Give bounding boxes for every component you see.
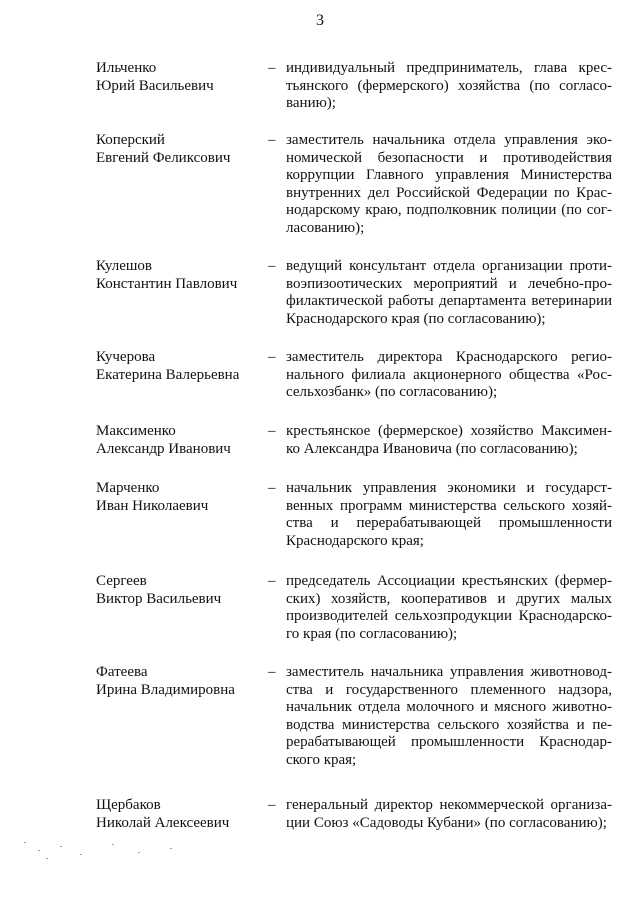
member-given-names: Николай Алексеевич (96, 814, 230, 831)
separator-dash: – (268, 258, 276, 274)
position-line: индивидуальный предприниматель, глава крес- (286, 60, 612, 76)
position-line: Краснодарского края (по согласованию); (286, 310, 546, 327)
separator-dash: – (268, 797, 276, 813)
member-surname: Марченко (96, 480, 160, 496)
position-line: ских) хозяйств, кооперативов и других малых (286, 590, 612, 607)
position-line: го края (по согласованию); (286, 625, 458, 642)
position-line: венных программ министерства сельского хозяй- (286, 497, 612, 514)
member-name (96, 258, 266, 293)
separator-dash: – (268, 423, 276, 439)
member-surname: Щербаков (96, 797, 161, 813)
position-line: водства министерства сельского хозяйства и пе- (286, 716, 612, 733)
member-name (96, 132, 266, 167)
position-line: ства и государственного племенного надзора, (286, 681, 612, 698)
member-name (96, 60, 266, 95)
position-line: Краснодарского края; (286, 532, 424, 549)
member-position (286, 797, 612, 832)
position-line: начальник управления экономики и государст- (286, 480, 612, 496)
position-line: номической безопасности и противодействия (286, 149, 612, 166)
position-line: заместитель начальника отдела управления эко- (286, 132, 612, 148)
position-line: ласованию); (286, 219, 365, 236)
position-line: производителей сельхозпродукции Краснодарско- (286, 608, 612, 624)
position-line: ко Александра Ивановича (по согласованию); (286, 440, 578, 457)
position-line: генеральный директор некоммерческой организа- (286, 797, 612, 813)
separator-dash: – (268, 349, 276, 365)
member-given-names: Иван Николаевич (96, 497, 209, 514)
position-line: филактической работы департамента ветеринарии (286, 293, 612, 309)
position-line: сельхозбанк» (по согласованию); (286, 384, 498, 400)
position-line: тьянского (фермерского) хозяйства (по согласо- (286, 77, 612, 94)
member-position (286, 60, 612, 113)
position-line: ского края; (286, 751, 357, 768)
member-given-names: Евгений Феликсович (96, 149, 231, 166)
member-surname: Коперский (96, 132, 165, 148)
member-given-names: Константин Павлович (96, 275, 238, 292)
page-number: 3 (316, 12, 324, 29)
member-surname: Сергеев (96, 573, 147, 589)
member-position (286, 349, 612, 402)
separator-dash: – (268, 480, 276, 496)
position-line: нального филиала акционерного общества «Рос- (286, 366, 612, 383)
scan-noise (20, 836, 200, 876)
position-line: крестьянское (фермерское) хозяйство Максимен- (286, 423, 612, 439)
member-position (286, 258, 612, 328)
position-line: внутренних дел Российской Федерации по Крас- (286, 184, 612, 201)
member-position (286, 573, 612, 643)
member-surname: Ильченко (96, 60, 157, 76)
position-line: председатель Ассоциации крестьянских (фермер- (286, 573, 612, 589)
position-line: коррупции Главного управления Министерства (286, 167, 612, 183)
member-name (96, 480, 266, 515)
member-position (286, 480, 612, 550)
member-surname: Максименко (96, 423, 176, 439)
member-given-names: Александр Иванович (96, 440, 231, 457)
member-name (96, 573, 266, 608)
member-name (96, 797, 266, 832)
member-surname: Кучерова (96, 349, 156, 365)
member-position (286, 423, 612, 458)
position-line: заместитель директора Краснодарского регио- (286, 349, 612, 365)
member-name (96, 349, 266, 384)
position-line: нодарскому краю, подполковник полиции (по сог- (286, 202, 612, 218)
member-given-names: Виктор Васильевич (96, 590, 222, 607)
member-given-names: Юрий Васильевич (96, 77, 214, 94)
position-line: ванию); (286, 95, 336, 111)
member-given-names: Ирина Владимировна (96, 681, 235, 698)
position-line: ведущий консультант отдела организации проти- (286, 258, 612, 274)
separator-dash: – (268, 132, 276, 148)
separator-dash: – (268, 573, 276, 589)
separator-dash: – (268, 60, 276, 76)
position-line: заместитель начальника управления животновод- (286, 664, 612, 680)
position-line: ства и перерабатывающей промышленности (286, 515, 612, 531)
position-line: ции Союз «Садоводы Кубани» (по согласованию); (286, 814, 607, 831)
member-given-names: Екатерина Валерьевна (96, 366, 240, 383)
position-line: начальник отдела молочного и мясного животно- (286, 699, 612, 715)
member-surname: Кулешов (96, 258, 152, 274)
member-name (96, 664, 266, 699)
separator-dash: – (268, 664, 276, 680)
member-position (286, 132, 612, 237)
member-surname: Фатеева (96, 664, 148, 680)
position-line: рерабатывающей промышленности Краснодар- (286, 734, 612, 750)
member-position (286, 664, 612, 769)
member-name (96, 423, 266, 458)
position-line: воэпизоотических мероприятий и лечебно-про- (286, 275, 612, 292)
